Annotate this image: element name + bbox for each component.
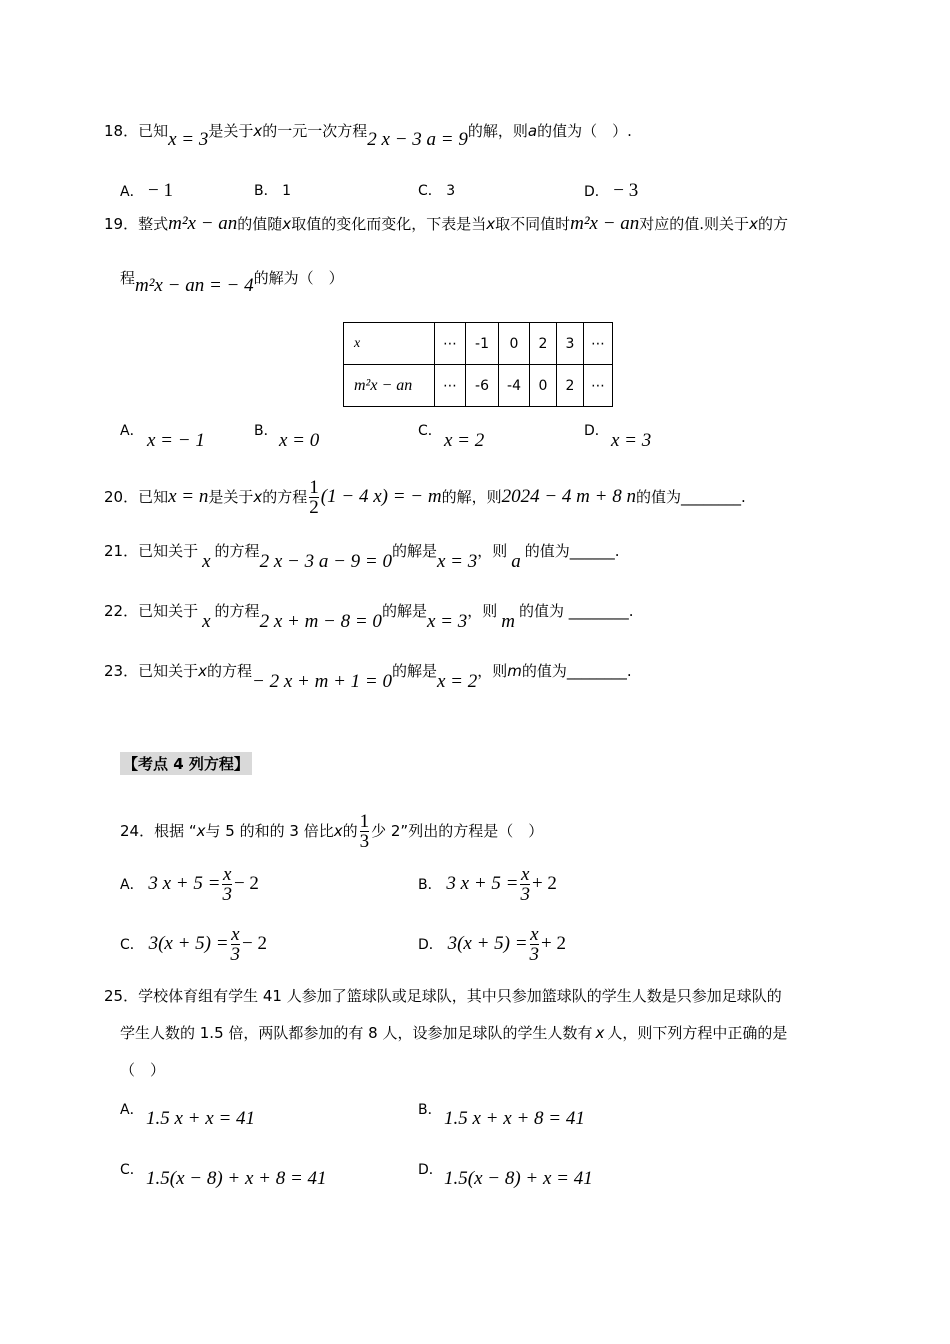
question-21-stem: 21．已知关于 x 的方程2 x − 3 a − 9 = 0的解是x = 3，则 a 的值为______. bbox=[104, 542, 620, 572]
question-18-stem: 18．已知x = 3是关于x的一元一次方程2 x − 3 a = 9的解，则a的值为（ ）. bbox=[104, 122, 632, 150]
question-24-stem: 24．根据 “x与 5 的和的 3 倍比x的 $\frac{1}{3}$ 少 2”列出的方程是（ ） bbox=[120, 811, 544, 852]
question-number: 23． bbox=[104, 662, 139, 680]
question-19-stem: 19．整式m²x − an的值随x取值的变化而变化，下表是当x取不同值时m²x − an对应的值.则关于x的方 bbox=[104, 213, 788, 234]
option-c: C． 3 bbox=[418, 183, 456, 199]
fraction-half: $\frac{1}{2}$ bbox=[309, 477, 319, 518]
table-head-x: x bbox=[344, 323, 435, 365]
option-b: B． 3 x + 5 = $\frac{x}{3}$ + 2 bbox=[418, 864, 557, 905]
question-19-stem-cont: 程m²x − an = − 4的解为（ ） bbox=[120, 269, 344, 296]
question-number: 25． bbox=[104, 987, 139, 1005]
option-b: B． bbox=[418, 1102, 442, 1118]
value-table: x ⋯ -1 0 2 3 ⋯ m²x − an ⋯ -6 -4 0 2 ⋯ bbox=[343, 322, 613, 407]
option-d: D． − 3 bbox=[584, 180, 639, 201]
question-number: 20． bbox=[104, 488, 139, 506]
question-25-line2: 学生人数的 1.5 倍，两队都参加的有 8 人，设参加足球队的学生人数有 x 人，则下列方程中正确的是 bbox=[120, 1024, 788, 1042]
question-22-stem: 22．已知关于 x 的方程2 x + m − 8 = 0的解是x = 3，则 m 的值为 ________. bbox=[104, 602, 634, 632]
question-number: 19． bbox=[104, 215, 139, 233]
option-c: C． 3(x + 5) = $\frac{x}{3}$ − 2 bbox=[120, 924, 268, 965]
question-number: 22． bbox=[104, 602, 139, 620]
math-equation: 2 x − 3 a = 9 bbox=[367, 129, 468, 150]
option-b: B． bbox=[254, 423, 278, 439]
option-d: D． 3(x + 5) = $\frac{x}{3}$ + 2 bbox=[418, 924, 567, 965]
question-number: 24． bbox=[120, 822, 155, 840]
option-c: C． bbox=[418, 423, 442, 439]
option-a: A． bbox=[120, 423, 144, 439]
question-23-stem: 23．已知关于x的方程− 2 x + m + 1 = 0的解是x = 2，则m的值为________. bbox=[104, 662, 632, 692]
section-heading: 【考点 4 列方程】 bbox=[120, 752, 252, 775]
question-20-stem: 20．已知x = n是关于x的方程 $\frac{1}{2}$ (1 − 4 x) = − m的解，则2024 − 4 m + 8 n的值为________. bbox=[104, 477, 746, 518]
question-25-line1: 25．学校体育组有学生 41 人参加了篮球队或足球队，其中只参加篮球队的学生人数是只参加足球队的 bbox=[104, 987, 782, 1005]
option-a: A． bbox=[120, 1102, 144, 1118]
math-x-eq-3: x = 3 bbox=[168, 129, 209, 150]
option-d: D． bbox=[418, 1162, 443, 1178]
option-a: A． 3 x + 5 = $\frac{x}{3}$ − 2 bbox=[120, 864, 259, 905]
option-d: D． bbox=[584, 423, 609, 439]
option-a: A． − 1 bbox=[120, 180, 173, 201]
question-25-line3: （ ） bbox=[120, 1061, 166, 1079]
question-number: 21． bbox=[104, 542, 139, 560]
fraction-third: $\frac{1}{3}$ bbox=[359, 811, 370, 852]
option-b: B． 1 bbox=[254, 183, 291, 199]
table-head-expr: m²x − an bbox=[344, 365, 435, 407]
question-number: 18． bbox=[104, 122, 139, 140]
option-c: C． bbox=[120, 1162, 144, 1178]
